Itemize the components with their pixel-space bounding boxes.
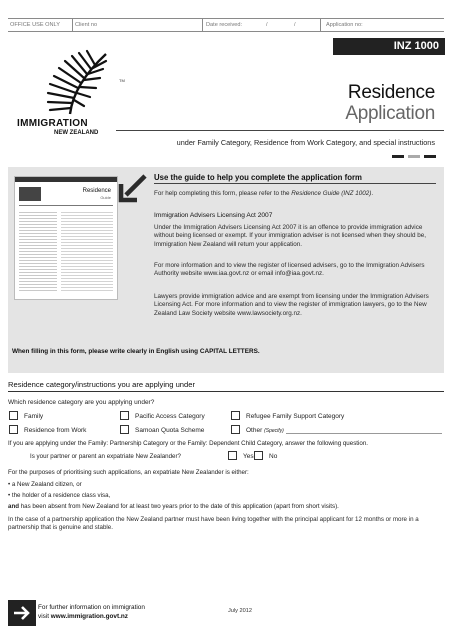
partnership-note: In the case of a partnership application the New Zealand partner must have been living together with the principal applicant for 12 months or more in a partnership that is genuine and stable.: [8, 516, 419, 532]
logo-text-immigration: IMMIGRATION: [17, 118, 88, 129]
thumbnail-subtitle: Guide: [100, 195, 111, 200]
expatriate-question: Is your partner or parent an expatriate New Zealander?: [30, 453, 181, 460]
other-specify-input[interactable]: [286, 433, 442, 434]
guide-heading-underline: [154, 183, 436, 184]
date-received-label: Date received:: [206, 22, 243, 28]
thumbnail-text-lines: [19, 210, 57, 292]
header-divider: [116, 130, 444, 131]
samoan-quota-checkbox[interactable]: [120, 425, 129, 434]
thumbnail-title: Residence: [82, 188, 111, 194]
yes-checkbox[interactable]: [228, 451, 237, 460]
date-slash: /: [266, 22, 268, 28]
office-use-only-label: OFFICE USE ONLY: [10, 22, 60, 28]
other-checkbox[interactable]: [231, 425, 240, 434]
refugee-family-support-checkbox[interactable]: [231, 411, 240, 420]
act-heading: Immigration Advisers Licensing Act 2007: [154, 212, 273, 219]
option-refugee-family-support[interactable]: Refugee Family Support Category: [231, 412, 344, 421]
category-section-title: Residence category/instructions you are applying under: [8, 380, 195, 389]
no-checkbox[interactable]: [254, 451, 263, 460]
pacific-access-checkbox[interactable]: [120, 411, 129, 420]
footer-info-text: For further information on immigration: [38, 604, 145, 611]
iaa-paragraph: For more information and to view the register of licensed advisers, go to the Immigration Advisers Authority website www.iaa.govt.nz or email info@iaa.govt.nz.: [154, 262, 425, 278]
page-subtitle: under Family Category, Residence from Work Category, and special instructions: [176, 138, 435, 147]
footer-visit-text: visit www.immigration.govt.nz: [38, 613, 128, 620]
logo-text-new-zealand: NEW ZEALAND: [54, 130, 99, 136]
act-paragraph: Under the Immigration Advisers Licensing Act 2007 it is an offence to provide immigration advice without being licensed or exempt. If your immigration adviser is not licensed when they should be, Immigration New Zealand will return your application.: [154, 224, 426, 248]
date-slash: /: [294, 22, 296, 28]
category-question: Which residence category are you applying under?: [8, 399, 155, 406]
office-use-bar: [8, 18, 444, 32]
logo: [14, 48, 124, 143]
decor-bar: [408, 155, 420, 158]
partnership-question: If you are applying under the Family: Partnership Category or the Family: Dependent Child Category, answer the following question.: [8, 440, 368, 447]
expatriate-criteria-2: • the holder of a residence class visa,: [8, 492, 111, 499]
option-yes[interactable]: Yes: [228, 452, 254, 461]
option-pacific-access[interactable]: Pacific Access Category: [120, 412, 205, 421]
page-title: Residence: [347, 82, 435, 103]
footer-website-link[interactable]: www.immigration.govt.nz: [50, 613, 128, 620]
form-code: INZ 1000: [333, 38, 445, 55]
option-other[interactable]: Other (Specify): [231, 426, 284, 435]
footer-arrow-block: [8, 600, 36, 626]
application-no-label: Application no:: [326, 22, 363, 28]
option-residence-from-work[interactable]: Residence from Work: [9, 426, 86, 435]
option-family[interactable]: Family: [9, 412, 43, 421]
category-section-underline: [8, 391, 444, 392]
guide-reference: Residence Guide (INZ 1002): [291, 190, 372, 197]
guide-help-text: For help completing this form, please refer to the Residence Guide (INZ 1002).: [154, 190, 374, 197]
expatriate-intro: For the purposes of prioritising such applications, an expatriate New Zealander is either:: [8, 469, 249, 476]
page-title-secondary: Application: [345, 103, 435, 124]
option-samoan-quota[interactable]: Samoan Quota Scheme: [120, 426, 204, 435]
trademark-mark: TM: [119, 78, 125, 83]
absence-condition: and has been absent from New Zealand for at least two years prior to the date of this application (apart from short visits).: [8, 503, 339, 510]
expatriate-criteria-1: • a New Zealand citizen, or: [8, 481, 82, 488]
residence-from-work-checkbox[interactable]: [9, 425, 18, 434]
footer-date: July 2012: [228, 608, 252, 614]
arrow-right-icon: [8, 600, 36, 626]
capital-letters-note: When filling in this form, please write clearly in English using CAPITAL LETTERS.: [12, 348, 260, 355]
client-no-label: Client no: [75, 22, 98, 28]
guide-heading: Use the guide to help you complete the application form: [154, 173, 362, 182]
thumbnail-text-lines: [61, 210, 113, 292]
silver-fern-icon: [14, 48, 124, 118]
arrow-down-left-icon: [114, 171, 150, 205]
option-no[interactable]: No: [254, 452, 277, 461]
family-checkbox[interactable]: [9, 411, 18, 420]
decor-bar: [424, 155, 436, 158]
thumbnail-logo: [19, 187, 41, 201]
lawyers-paragraph: Lawyers provide immigration advice and are exempt from licensing under the Immigration Advisers Licensing Act. For more information and to view the register of immigration lawyers, go to the New Zealand Law Society website www.lawsociety.org.nz.: [154, 293, 429, 317]
guide-thumbnail: [14, 176, 118, 300]
decor-bar: [392, 155, 404, 158]
